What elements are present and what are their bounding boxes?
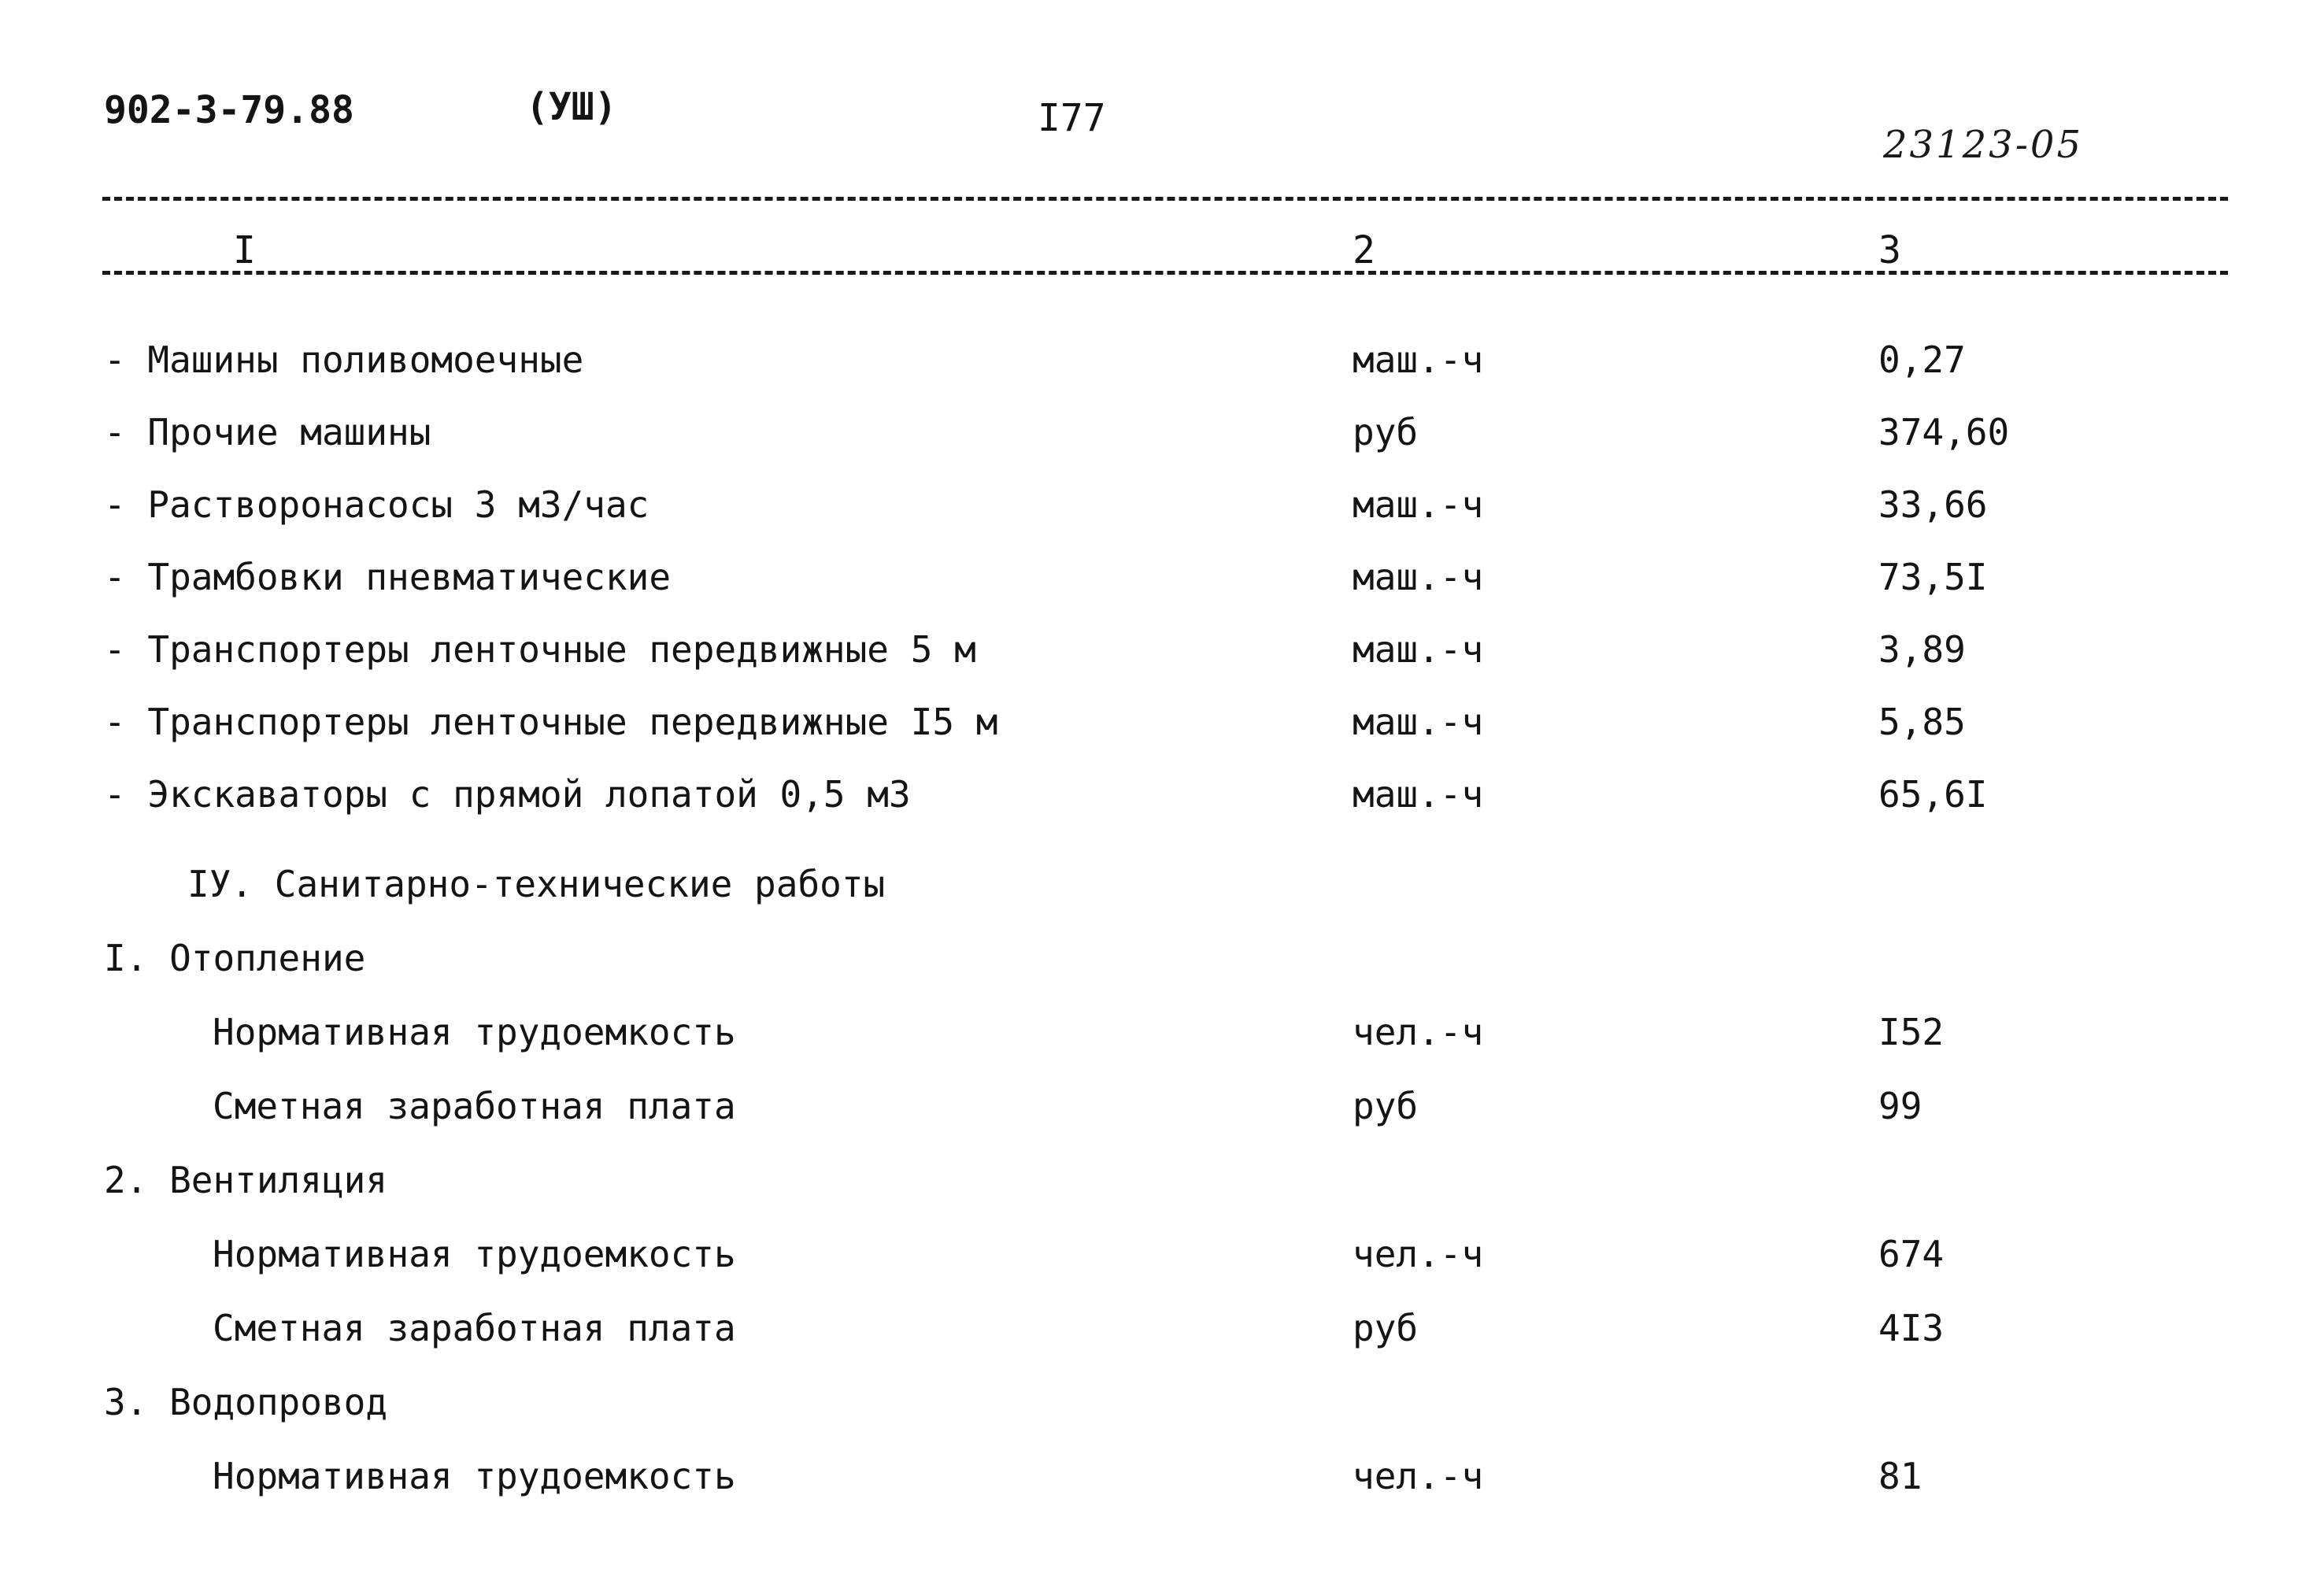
column-number-3: 3 xyxy=(1878,228,1901,272)
row-value: 374,60 xyxy=(1878,411,2010,453)
subsection-heading-row xyxy=(0,1159,2324,1206)
subsection-heading-row xyxy=(0,937,2324,984)
table-row xyxy=(0,483,2324,531)
table-row xyxy=(0,701,2324,748)
row-unit: маш.-ч xyxy=(1353,773,1484,816)
table-row xyxy=(0,1085,2324,1132)
row-name: - Трамбовки пневматические xyxy=(104,556,672,598)
table-row xyxy=(0,628,2324,675)
table-row xyxy=(0,773,2324,820)
row-name: Нормативная трудоемкость xyxy=(213,1455,736,1497)
row-unit: маш.-ч xyxy=(1353,556,1484,598)
page-number: I77 xyxy=(1038,96,1106,140)
row-unit: чел.-ч xyxy=(1353,1233,1484,1275)
row-name: Нормативная трудоемкость xyxy=(213,1233,736,1275)
row-value: 65,6I xyxy=(1878,773,1988,816)
subsection-heading: I. Отопление xyxy=(104,937,366,979)
series-label: (УШ) xyxy=(526,85,617,129)
row-unit: чел.-ч xyxy=(1353,1455,1484,1497)
row-name: - Экскаваторы с прямой лопатой 0,5 м3 xyxy=(104,773,911,816)
column-number-1: I xyxy=(233,228,256,272)
row-name: - Транспортеры ленточные передвижные 5 м xyxy=(104,628,976,671)
row-name: - Транспортеры ленточные передвижные I5 м xyxy=(104,701,998,743)
row-unit: маш.-ч xyxy=(1353,483,1484,526)
row-unit: чел.-ч xyxy=(1353,1011,1484,1053)
subsection-heading: 2. Вентиляция xyxy=(104,1159,388,1201)
row-value: 5,85 xyxy=(1878,701,1966,743)
row-name: Нормативная трудоемкость xyxy=(213,1011,736,1053)
section-heading-row xyxy=(0,863,2324,910)
table-row xyxy=(0,1307,2324,1354)
row-value: 674 xyxy=(1878,1233,1945,1275)
row-value: 4I3 xyxy=(1878,1307,1945,1349)
row-value: 81 xyxy=(1878,1455,1922,1497)
table-row xyxy=(0,556,2324,603)
row-name: - Машины поливомоечные xyxy=(104,339,584,381)
document-code: 902-3-79.88 xyxy=(104,88,354,132)
handwritten-stamp-number: 23123-05 xyxy=(1883,123,2083,167)
row-value: 73,5I xyxy=(1878,556,1988,598)
row-unit: маш.-ч xyxy=(1353,339,1484,381)
table-row xyxy=(0,1011,2324,1058)
row-unit: руб xyxy=(1353,1085,1419,1127)
table-row xyxy=(0,1233,2324,1280)
table-row xyxy=(0,339,2324,386)
row-unit: руб xyxy=(1353,411,1419,453)
row-name: - Растворонасосы 3 м3/час xyxy=(104,483,649,526)
subsection-heading-row xyxy=(0,1381,2324,1428)
row-value: 33,66 xyxy=(1878,483,1988,526)
subsection-heading: 3. Водопровод xyxy=(104,1381,388,1423)
bottom-dashed-rule xyxy=(102,271,2228,275)
row-name: Сметная заработная плата xyxy=(213,1307,736,1349)
row-value: 99 xyxy=(1878,1085,1922,1127)
table-row xyxy=(0,411,2324,458)
top-dashed-rule xyxy=(102,197,2228,201)
row-unit: маш.-ч xyxy=(1353,628,1484,671)
table-row xyxy=(0,1455,2324,1502)
row-name: - Прочие машины xyxy=(104,411,431,453)
row-value: 3,89 xyxy=(1878,628,1966,671)
column-number-2: 2 xyxy=(1353,228,1375,272)
row-unit: маш.-ч xyxy=(1353,701,1484,743)
row-value: 0,27 xyxy=(1878,339,1966,381)
row-unit: руб xyxy=(1353,1307,1419,1349)
row-name: Сметная заработная плата xyxy=(213,1085,736,1127)
row-value: I52 xyxy=(1878,1011,1945,1053)
section-heading: IУ. Санитарно-технические работы xyxy=(187,863,886,905)
